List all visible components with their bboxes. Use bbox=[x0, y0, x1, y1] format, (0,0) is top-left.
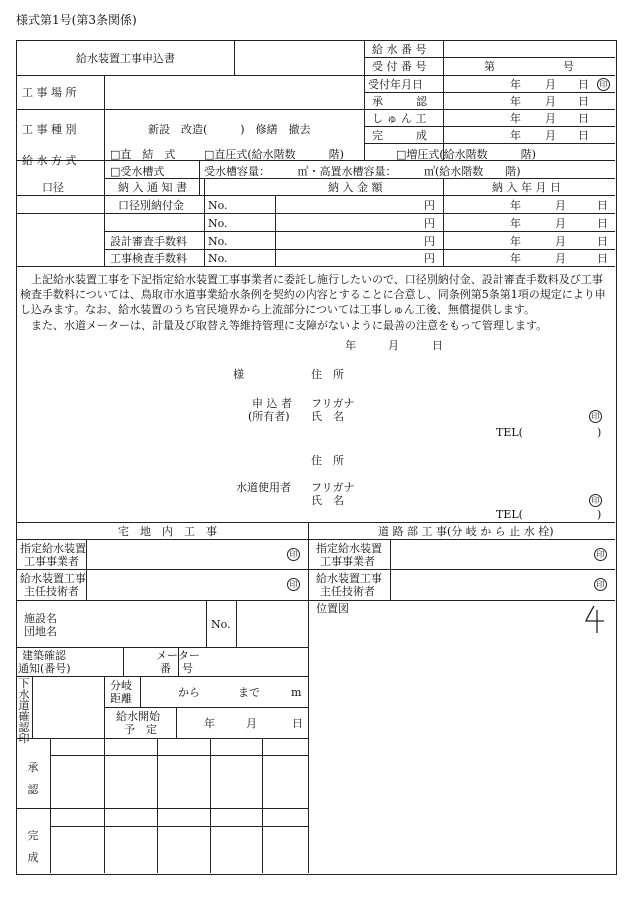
fee-row-month: 月 bbox=[555, 217, 566, 230]
site-label: 工 事 場 所 bbox=[22, 86, 77, 99]
approval-month: 月 bbox=[545, 95, 556, 108]
form-title: 様式第1号(第3条関係) bbox=[16, 13, 137, 27]
branch-from: から bbox=[178, 686, 200, 699]
fee-row-yen: 円 bbox=[424, 235, 435, 248]
north-arrow-icon bbox=[584, 604, 606, 634]
fee-row-no: No. bbox=[208, 235, 228, 248]
completion-day: 日 bbox=[578, 129, 589, 142]
receipt-no-label: 受 付 番 号 bbox=[372, 60, 427, 73]
receipt-no-go: 号 bbox=[563, 60, 574, 73]
fee-row-name: 工事検査手数料 bbox=[110, 252, 187, 265]
approval-stamp-label: 承認 bbox=[27, 761, 39, 796]
method-label: 給 水 方 式 bbox=[22, 154, 77, 167]
addressee-sama: 様 bbox=[233, 368, 244, 381]
seal-icon: 印 bbox=[597, 78, 610, 91]
facility-no-field[interactable] bbox=[237, 601, 307, 646]
applicant-address-label: 住 所 bbox=[311, 368, 344, 381]
completion-stamp-label: 完成 bbox=[27, 829, 39, 864]
branch-label-2: 距離 bbox=[110, 692, 132, 705]
fee-row-no: No. bbox=[208, 199, 228, 212]
sewer-label: 下水道確認印 bbox=[18, 677, 30, 745]
fee-row-year: 年 bbox=[510, 199, 521, 212]
tel-close: ) bbox=[597, 426, 602, 439]
start-month: 月 bbox=[246, 717, 257, 730]
building-label-1: 建築確認 bbox=[22, 649, 66, 662]
road-work-title: 道 路 部 工 事(分 岐 か ら 止 水 栓) bbox=[378, 525, 554, 538]
work-types[interactable]: 新設 改造( ) 修繕 撤去 bbox=[148, 123, 311, 136]
start-day: 日 bbox=[292, 717, 303, 730]
applicant-seal-icon: 印 bbox=[589, 410, 602, 423]
tank-capacity[interactable]: 受水槽容量： ㎥・高置水槽容量： ㎥(給水階数 階) bbox=[204, 165, 521, 178]
road-contractor-seal-icon: 印 bbox=[594, 548, 607, 561]
col-date: 納 入 年 月 日 bbox=[492, 181, 561, 194]
name-label: 氏 名 bbox=[311, 410, 344, 423]
fee-row-day: 日 bbox=[597, 235, 608, 248]
method-boost[interactable]: □増圧式(給水階数 階) bbox=[396, 148, 536, 161]
fee-row-year: 年 bbox=[510, 235, 521, 248]
road-engineer-label-1: 給水装置工事 bbox=[316, 572, 382, 585]
completion-label: 完 成 bbox=[372, 129, 427, 142]
fee-row-yen: 円 bbox=[424, 217, 435, 230]
site-contractor-seal-icon: 印 bbox=[287, 548, 300, 561]
user-tel-label: TEL( bbox=[496, 508, 523, 521]
col-notice: 納 入 通 知 書 bbox=[118, 181, 187, 194]
receipt-date-month: 月 bbox=[545, 78, 556, 91]
completion-year: 年 bbox=[510, 129, 521, 142]
supply-no-field[interactable] bbox=[444, 41, 614, 57]
site-contractor-label-1: 指定給水装置 bbox=[20, 542, 86, 555]
completion-month: 月 bbox=[545, 129, 556, 142]
declaration-p1: 上記給水装置工事を下記指定給水装置工事事業者に委託し施行したいので、口径別納付金、設計審査手数料及び工事検査手数料については、鳥取市水道事業給水条例を契約の内容とすることに合意し、同条例第5条第1項の規定により申し込みます。なお、給水装置のうち官民境界から上流部分については工事しゅん工後、無償提供します。 bbox=[20, 273, 606, 316]
fee-row-name: 口径別納付金 bbox=[118, 199, 184, 212]
receipt-date-day: 日 bbox=[578, 78, 589, 91]
receipt-no-dai: 第 bbox=[484, 60, 495, 73]
user-name-field[interactable] bbox=[360, 480, 590, 508]
applicant-label: 申 込 者 bbox=[252, 397, 292, 410]
inspection-month: 月 bbox=[545, 112, 556, 125]
meter-field[interactable] bbox=[179, 648, 307, 675]
branch-unit: m bbox=[291, 686, 302, 699]
start-label-2: 予 定 bbox=[124, 723, 157, 736]
meter-label-1: メーター bbox=[156, 649, 200, 662]
application-title: 給水装置工事申込書 bbox=[76, 52, 175, 65]
branch-to: まで bbox=[238, 686, 260, 699]
user-tel-field[interactable] bbox=[522, 507, 594, 521]
decl-month: 月 bbox=[388, 339, 399, 352]
fee-row-day: 日 bbox=[597, 252, 608, 265]
user-tel-close: ) bbox=[597, 508, 602, 521]
user-name-label: 氏 名 bbox=[311, 494, 344, 507]
tel-label: TEL( bbox=[496, 426, 523, 439]
inspection-label: し ゅ ん 工 bbox=[372, 112, 427, 125]
site-field[interactable] bbox=[105, 76, 363, 108]
fee-row-yen: 円 bbox=[424, 252, 435, 265]
method-direct-pressure[interactable]: □直圧式(給水階数 階) bbox=[204, 148, 344, 161]
fee-row-day: 日 bbox=[597, 217, 608, 230]
start-label-1: 給水開始 bbox=[116, 710, 160, 723]
meter-label-2: 番 号 bbox=[160, 662, 193, 675]
fee-row-month: 月 bbox=[555, 235, 566, 248]
fee-row-month: 月 bbox=[555, 199, 566, 212]
user-address-field[interactable] bbox=[360, 452, 610, 467]
approval-day: 日 bbox=[578, 95, 589, 108]
user-address-label: 住 所 bbox=[311, 454, 344, 467]
site-engineer-field[interactable] bbox=[87, 570, 287, 599]
location-map-label: 位置図 bbox=[316, 602, 349, 615]
applicant-tel-field[interactable] bbox=[522, 425, 594, 439]
declaration-p2: また、水道メーターは、計量及び取替え等維持管理に支障がないように最善の注意をもって管理します。 bbox=[31, 319, 548, 332]
inspection-day: 日 bbox=[578, 112, 589, 125]
facility-label-2: 団地名 bbox=[24, 625, 57, 638]
fee-row-no: No. bbox=[208, 217, 228, 230]
method-tank[interactable]: □受水槽式 bbox=[110, 165, 165, 178]
decl-day: 日 bbox=[432, 339, 443, 352]
approval-label: 承 認 bbox=[372, 95, 427, 108]
receipt-no-field[interactable] bbox=[494, 58, 560, 74]
no-label: No. bbox=[211, 618, 231, 631]
receipt-date-year: 年 bbox=[510, 78, 521, 91]
branch-label-1: 分岐 bbox=[110, 679, 132, 692]
fee-row-year: 年 bbox=[510, 252, 521, 265]
user-label: 水道使用者 bbox=[236, 481, 291, 494]
road-engineer-seal-icon: 印 bbox=[594, 578, 607, 591]
building-label-2: 通知(番号) bbox=[18, 662, 71, 675]
decl-year: 年 bbox=[345, 339, 356, 352]
site-engineer-seal-icon: 印 bbox=[287, 578, 300, 591]
applicant-name-field[interactable] bbox=[360, 396, 590, 424]
user-seal-icon: 印 bbox=[589, 494, 602, 507]
receipt-date-label: 受付年月日 bbox=[368, 78, 423, 91]
site-contractor-field[interactable] bbox=[87, 540, 287, 568]
road-contractor-label-2: 工事事業者 bbox=[320, 555, 375, 568]
building-field[interactable] bbox=[70, 648, 122, 675]
road-contractor-label-1: 指定給水装置 bbox=[316, 542, 382, 555]
method-direct[interactable]: □直 結 式 bbox=[110, 148, 176, 161]
furigana-label: フリガナ bbox=[311, 397, 355, 410]
fee-row-no: No. bbox=[208, 252, 228, 265]
fee-row-yen: 円 bbox=[424, 199, 435, 212]
fee-row-name: 設計審査手数料 bbox=[110, 235, 187, 248]
supply-no-label: 給 水 番 号 bbox=[372, 43, 427, 56]
inspection-year: 年 bbox=[510, 112, 521, 125]
user-furigana-label: フリガナ bbox=[311, 481, 355, 494]
road-contractor-field[interactable] bbox=[391, 540, 591, 568]
applicant-address-field[interactable] bbox=[360, 366, 610, 381]
sewer-stamp-field[interactable] bbox=[33, 677, 103, 737]
fee-row-day: 日 bbox=[597, 199, 608, 212]
road-engineer-field[interactable] bbox=[391, 570, 591, 599]
type-label: 工 事 種 別 bbox=[22, 123, 77, 136]
col-amount: 納 入 金 額 bbox=[328, 181, 383, 194]
approval-year: 年 bbox=[510, 95, 521, 108]
owner-label: (所有者) bbox=[248, 410, 290, 423]
site-work-title: 宅 地 内 工 事 bbox=[118, 525, 217, 538]
location-map-area[interactable] bbox=[309, 601, 614, 872]
road-engineer-label-2: 主任技術者 bbox=[320, 585, 375, 598]
facility-field[interactable] bbox=[76, 601, 205, 646]
col-diameter: 口径 bbox=[42, 181, 64, 194]
facility-label-1: 施設名 bbox=[24, 612, 57, 625]
start-year: 年 bbox=[204, 717, 215, 730]
site-engineer-label-2: 主任技術者 bbox=[24, 585, 79, 598]
site-engineer-label-1: 給水装置工事 bbox=[20, 572, 86, 585]
site-contractor-label-2: 工事事業者 bbox=[24, 555, 79, 568]
fee-row-month: 月 bbox=[555, 252, 566, 265]
fee-row-year: 年 bbox=[510, 217, 521, 230]
